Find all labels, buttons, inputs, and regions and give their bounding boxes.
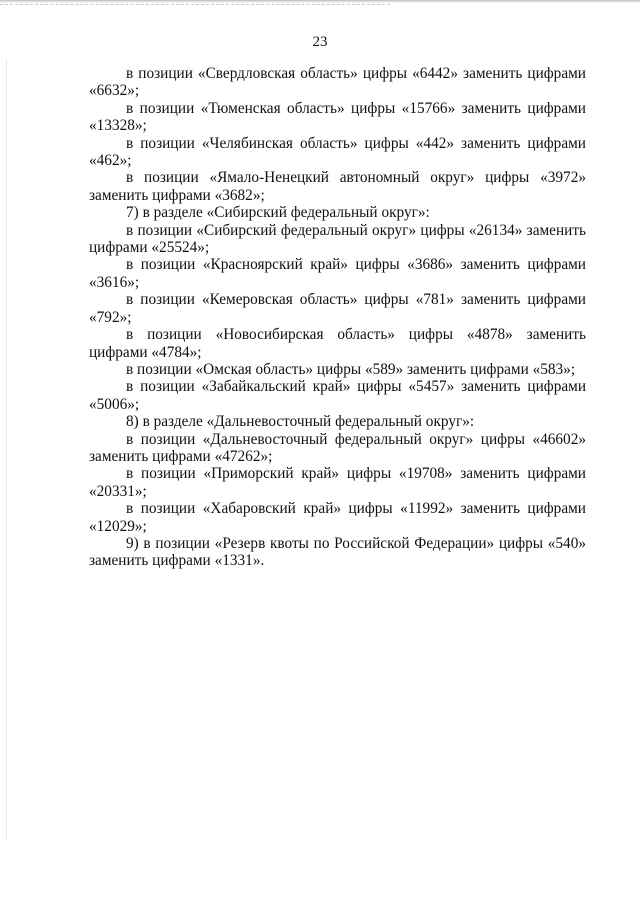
paragraph-federal-reserve: 9) в позиции «Резерв квоты по Российской Федерации» цифры «540» заменить цифрами «1331».	[89, 534, 586, 570]
paragraph-primorsky: в позиции «Приморский край» цифры «19708» заменить цифрами «20331»;	[89, 465, 586, 500]
section-heading-far-eastern: 8) в разделе «Дальневосточный федеральный округ»:	[126, 413, 475, 431]
paragraph-kemerovo: в позиции «Кемеровская область» цифры «781» заменить цифрами «792»;	[89, 291, 586, 326]
paragraph-far-eastern-district: в позиции «Дальневосточный федеральный округ» цифры «46602» заменить цифрами «47262»;	[89, 430, 586, 465]
paragraph-sverdlovsk: в позиции «Свердловская область» цифры «6442» заменить цифрами «6632»;	[89, 65, 586, 100]
document-body	[89, 65, 586, 570]
scan-edge-top	[0, 0, 640, 3]
paragraph-zabaikalsky: в позиции «Забайкальский край» цифры «5457» заменить цифрами «5006»;	[89, 378, 586, 413]
paragraph-siberian-district: в позиции «Сибирский федеральный округ» цифры «26134» заменить цифрами «25524»;	[89, 221, 586, 257]
paragraph-omsk: в позиции «Омская область» цифры «589» заменить цифрами «583»;	[126, 360, 576, 378]
scan-edge-left	[6, 60, 7, 840]
paragraph-krasnoyarsk: в позиции «Красноярский край» цифры «3686» заменить цифрами «3616»;	[89, 256, 586, 291]
page-number: 23	[312, 34, 328, 50]
section-heading-siberian: 7) в разделе «Сибирский федеральный округ»:	[126, 204, 430, 222]
paragraph-khabarovsk: в позиции «Хабаровский край» цифры «11992» заменить цифрами «12029»;	[89, 500, 586, 535]
paragraph-novosibirsk: в позиции «Новосибирская область» цифры «4878» заменить цифрами «4784»;	[89, 326, 586, 361]
paragraph-chelyabinsk: в позиции «Челябинская область» цифры «442» заменить цифрами «462»;	[89, 134, 586, 170]
paragraph-tyumen: в позиции «Тюменская область» цифры «15766» заменить цифрами «13328»;	[89, 99, 586, 135]
paragraph-yamalo-nenets: в позиции «Ямало-Ненецкий автономный округ» цифры «3972» заменить цифрами «3682»;	[89, 169, 586, 204]
scan-artifact-line	[0, 4, 390, 5]
